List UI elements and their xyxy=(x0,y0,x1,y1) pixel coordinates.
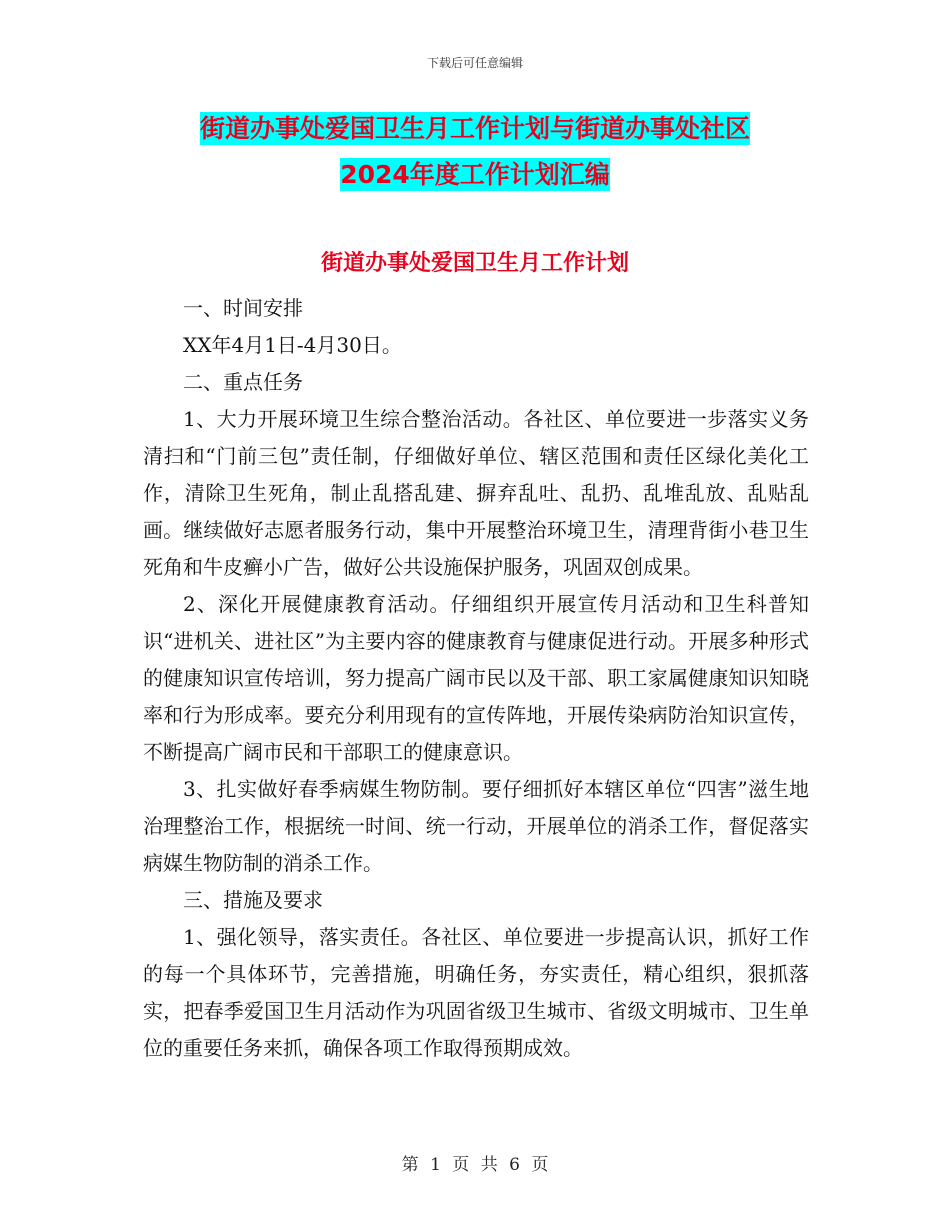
heading-schedule: 一、时间安排 xyxy=(183,296,303,320)
paragraph-measure-1: 1、强化领导，落实责任。各社区、单位要进一步提高认识，抓好工作的每一个具体环节，完善措施，明确任务，夯实责任，精心组织，狠抓落实，把春季爱国卫生月活动作为巩固省级卫生城市、省级文明城市、卫生单位的重要任务来抓，确保各项工作取得预期成效。 xyxy=(143,925,809,1060)
schedule-dates: XX年4月1日-4月30日。 xyxy=(183,333,402,357)
title-line-1: 街道办事处爱国卫生月工作计划与街道办事处社区 xyxy=(199,114,750,143)
heading-key-tasks: 二、重点任务 xyxy=(183,370,303,394)
page-footer: 第 1 页 共 6 页 xyxy=(401,1155,549,1175)
paragraph-task-3: 3、扎实做好春季病媒生物防制。要仔细抓好本辖区单位“四害”滋生地治理整治工作，根据统一时间、统一行动，开展单位的消杀工作，督促落实病媒生物防制的消杀工作。 xyxy=(143,777,809,875)
heading-measures: 三、措施及要求 xyxy=(183,888,323,912)
paragraph-task-1: 1、大力开展环境卫生综合整治活动。各社区、单位要进一步落实义务清扫和“门前三包”责任制，仔细做好单位、辖区范围和责任区绿化美化工作，清除卫生死角，制止乱搭乱建、摒弃乱吐、乱扔、乱堆乱放、乱贴乱画。继续做好志愿者服务行动，集中开展整治环境卫生，清理背街小巷卫生死角和牛皮癣小广告，做好公共设施保护服务，巩固双创成果。 xyxy=(143,407,809,579)
document-body xyxy=(143,290,809,1067)
document-title xyxy=(0,106,950,198)
paragraph-task-2: 2、深化开展健康教育活动。仔细组织开展宣传月活动和卫生科普知识“进机关、进社区”为主要内容的健康教育与健康促进行动。开展多种形式的健康知识宣传培训，努力提高广阔市民以及干部、职工家属健康知识知晓率和行为形成率。要充分利用现有的宣传阵地，开展传染病防治知识宣传，不断提高广阔市民和干部职工的健康意识。 xyxy=(143,592,809,764)
header-note: 下载后可任意编辑 xyxy=(426,56,523,70)
title-line-2: 2024年度工作计划汇编 xyxy=(340,160,610,189)
section-title: 街道办事处爱国卫生月工作计划 xyxy=(320,251,629,276)
